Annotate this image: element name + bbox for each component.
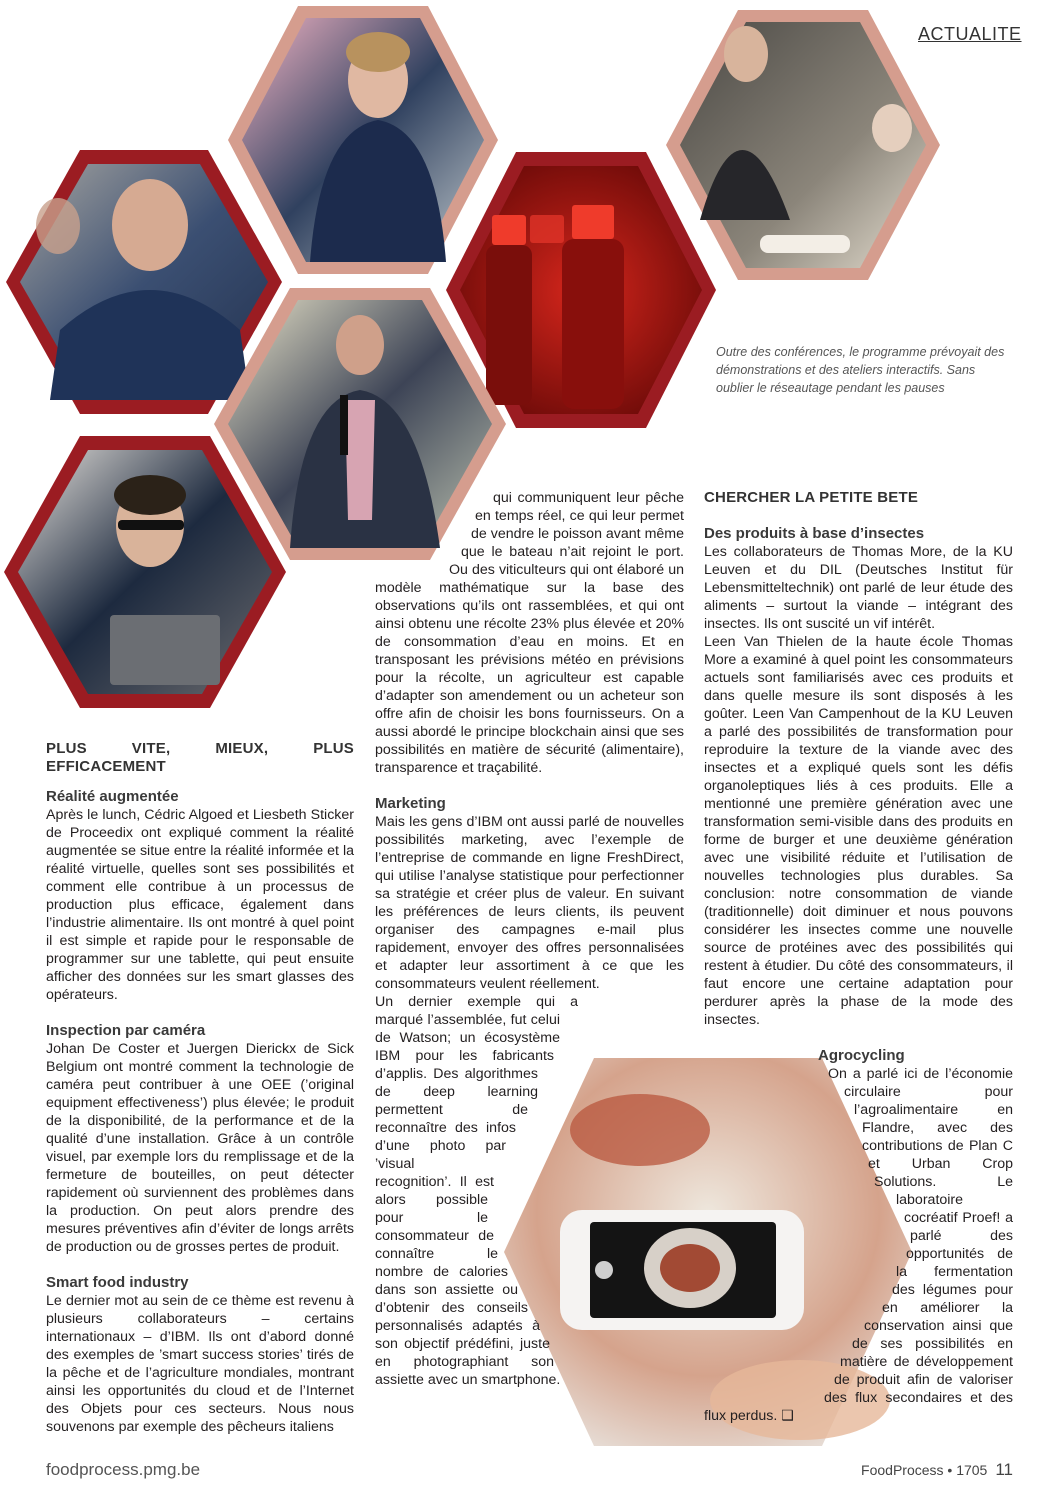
subheading-inspection-camera: Inspection par caméra <box>46 1022 206 1039</box>
paragraph-insectes-intro: Les collaborateurs de Thomas More, de la KU Leuven et du DIL (Deutsches Institut für Lebensmitteltechnik) ont parlé de leur étude des aliments – surtout la viande – intégrant des insectes. Ils ont suscité un vif intérêt. <box>704 544 1013 632</box>
heading-plus-vite: PLUS VITE, MIEUX, PLUS EFFICACEMENT <box>46 740 354 775</box>
heading-chercher-la-petite-bete: CHERCHER LA PETITE BETE <box>704 489 919 506</box>
paragraph-marketing: Mais les gens d’IBM ont aussi parlé de nouvelles possibilités marketing, avec l’exemple de l’entreprise de commande en ligne FreshDirect, qui utilise l’analyse statistique pour perfectionner sa stratégie et créer plus de valeur. En suivant les préférences de leurs clients, ils peuvent organiser des campagnes e-mail plus rapidement, envoyer des offres personnalisées et adapter leur assortiment à ce que les consommateurs veulent réellement. <box>375 814 684 992</box>
page-number: 11 <box>995 1460 1013 1479</box>
paragraph-ibm-examples: qui communiquent leur pêche en temps réel, ce qui leur permet de vendre le poisson avant même que le bateau n’ait rejoint le port. Ou des viticulteurs qui ont élaboré un modèle mathématique sur la base des observations qu’ils ont rassemblées, et qui ont ainsi obtenu une récolte 23% plus élevée et 20% de consommation d’eau en moins. Et en transposant les prévisions météo en prévisions pour la récolte, un agriculteur est capable d’adapter son amendement ou un acheteur son offre afin de choisir les bons fournisseurs. On a aussi abordé le principe blockchain ainsi que ses possibilités en matière de sécurité (alimentaire), transparence et traçabilité. <box>375 490 684 776</box>
paragraph-insectes-detail: Leen Van Thielen de la haute école Thomas More a examiné à quel point les consommateurs actuels sont familiarisés avec ces produits et dans quelle mesure ils sont disposés à les goûter. Leen Van Campenhout de la KU Leuven a parlé des possibilités de transformation pour reproduire la texture de la viande avec des insectes et a expliqué quels sont les défis organoleptiques liés à ces produits. Elle a mentionné une première génération avec une transformation semi-visible dans des produits en forme de burger et une deuxième génération avec une visibilité réduite et l’utilisation de nouvelles technologies plus durables. Sa conclusion: notre consommation de viande (traditionnelle) doit diminuer et nous pouvons considérer les insectes comme une nouvelle source de protéines avec des possibilités qui restent à étudier. Du côté des consommateurs, il faut encore une certaine adaptation pour perdurer après la phase de la mode des insectes. <box>704 634 1013 1028</box>
paragraph-inspection-camera: Johan De Coster et Juergen Dierickx de Sick Belgium ont montré comment la technologie de caméra peut contribuer à une OEE (’original equipment effectiveness’) plus élevée; le produit de la disponibilité, de la performance et de la qualité d’une installation. Grâce à un contrôle visuel, par exemple lors du remplissage et de la fermeture de bouteilles, on peut détecter rapidement où surviennent des problèmes dans la production. On peut alors prendre des mesures préventives afin d’éviter de longs arrêts de production ou de grosses pertes de produit. <box>46 1041 354 1255</box>
subheading-agrocycling: Agrocycling <box>818 1047 905 1064</box>
paragraph-smart-food-industry: Le dernier mot au sein de ce thème est revenu à plusieurs collaborateurs – certains internationaux – d’IBM. Ils ont d’abord donné des exemples de ’smart success stories’ tirés de la pêche et de l’agriculture mondiales, montrant ainsi les opportunités du cloud et de l’Internet des Objets pour ces secteurs. Nous nous souvenons par exemple des pêcheurs italiens <box>46 1293 354 1435</box>
paragraph-watson: Un dernier exemple qui a marqué l’assemblée, fut celui de Watson; un écosystème IBM pour les fabricants d’applis. Des algorithmes de deep learning permettent de reconnaître des infos d’une photo par ’visual recognition’. Il est alors possible pour le consommateur de connaître le nombre de calories dans son assiette ou d’obtenir des conseils personnalisés adaptés à son objectif prédéfini, juste en photographiant son assiette avec un smartphone. <box>375 994 578 1388</box>
column-1 <box>46 740 354 1436</box>
subheading-smart-food-industry: Smart food industry <box>46 1274 189 1291</box>
photo-networking-guests <box>666 10 940 280</box>
column-3 <box>704 489 1013 1425</box>
paragraph-agrocycling: On a parlé ici de l’économie circulaire pour l’agroalimentaire en Flandre, avec des contributions de Plan C et Urban Crop Solutions. Le laboratoire cocréatif Proef! a parlé des opportunités de la fermentation des légumes pour en améliorer la conservation ainsi que de ses possibilités en matière de développement de produit afin de valoriser des flux secondaires et des flux perdus. ❑ <box>704 1066 1013 1424</box>
footer-magazine: FoodProcess • 1705 <box>861 1462 988 1478</box>
subheading-marketing: Marketing <box>375 795 446 812</box>
photo-caption: Outre des conférences, le programme prévoyait des démonstrations et des ateliers interactifs. Sans oublier le réseautage pendant les pauses <box>716 345 1005 395</box>
subheading-realite-augmentee: Réalité augmentée <box>46 788 179 805</box>
photo-red-bottles <box>446 152 716 428</box>
section-label: ACTUALITE <box>918 24 1022 44</box>
paragraph-realite-augmentee: Après le lunch, Cédric Algoed et Liesbeth Sticker de Proceedix ont expliqué comment la réalité augmentée se situe entre la réalité informée et la réalité virtuelle, quelles sont ses possibilités et comment elle contribue à un processus de production plus efficace, également dans l’industrie alimentaire. Ils ont montré à quel point il est simple et rapide pour le responsable de programmer sur une tablette, qui peut ensuite afficher des données sur les smart glasses des opérateurs. <box>46 807 354 1003</box>
footer-page-info <box>861 1460 1013 1480</box>
column-2 <box>375 489 684 1389</box>
footer-url: foodprocess.pmg.be <box>46 1460 201 1479</box>
photo-meeting-attendees <box>6 150 282 414</box>
photo-speaker-woman <box>228 6 498 274</box>
subheading-produits-insectes: Des produits à base d’insectes <box>704 525 925 542</box>
